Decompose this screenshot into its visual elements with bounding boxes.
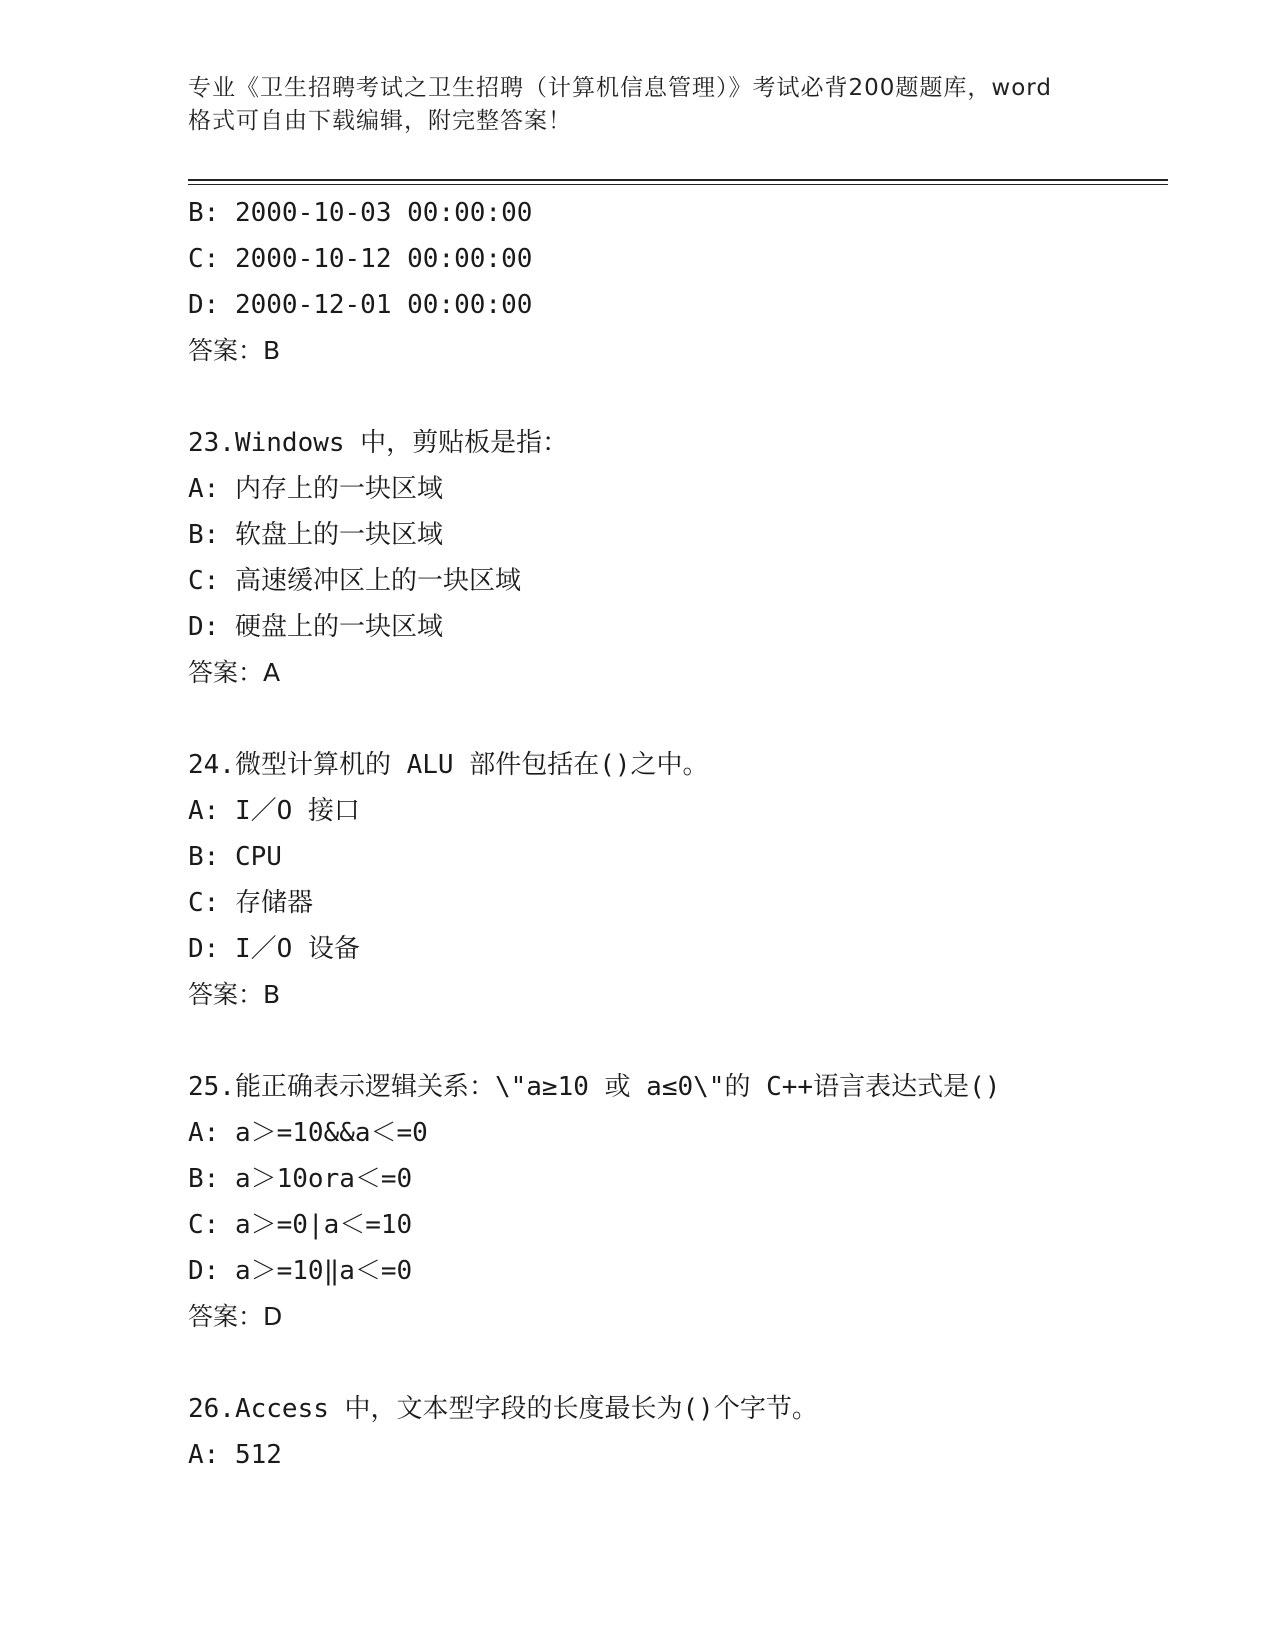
question-spacer <box>188 1340 1168 1386</box>
question-spacer <box>188 374 1168 420</box>
document-header <box>188 72 1088 138</box>
answer-line: 答案：D <box>188 1302 283 1331</box>
question-25 <box>188 1064 1168 1340</box>
header-divider-thin <box>188 184 1168 185</box>
answer-line: 答案：B <box>188 336 281 365</box>
question-stem: 24.微型计算机的 ALU 部件包括在()之中。 <box>188 750 709 780</box>
question-23 <box>188 420 1168 696</box>
header-divider-thick <box>188 179 1168 181</box>
option-a: A: a＞=10&&a＜=0 <box>188 1118 428 1148</box>
option-c: C: 存储器 <box>188 888 313 918</box>
answer-line: 答案：B <box>188 980 281 1009</box>
option-d: D: I／O 设备 <box>188 934 360 964</box>
option-b: B: a＞10ora＜=0 <box>188 1164 413 1194</box>
question-list <box>188 190 1168 1478</box>
option-c: C: a＞=0|a＜=10 <box>188 1210 413 1240</box>
question-stem: 23.Windows 中，剪贴板是指： <box>188 428 569 458</box>
option-b: B: CPU <box>188 842 282 872</box>
question-stem: 25.能正确表示逻辑关系：\"a≥10 或 a≤0\"的 C++语言表达式是() <box>188 1072 1001 1102</box>
option-b: B: 2000-10-03 00:00:00 <box>188 198 533 228</box>
option-c: C: 高速缓冲区上的一块区域 <box>188 566 521 596</box>
answer-line: 答案：A <box>188 658 281 687</box>
header-line-1: 专业《卫生招聘考试之卫生招聘（计算机信息管理）》考试必背200题题库，word <box>188 75 1052 101</box>
question-24 <box>188 742 1168 1018</box>
option-c: C: 2000-10-12 00:00:00 <box>188 244 533 274</box>
option-d: D: 硬盘上的一块区域 <box>188 612 443 642</box>
question-spacer <box>188 696 1168 742</box>
question-22-continued <box>188 190 1168 374</box>
option-b: B: 软盘上的一块区域 <box>188 520 443 550</box>
header-line-2: 格式可自由下载编辑，附完整答案！ <box>188 108 572 134</box>
option-a: A: 512 <box>188 1440 282 1470</box>
option-d: D: a＞=10‖a＜=0 <box>188 1256 413 1286</box>
question-stem: 26.Access 中，文本型字段的长度最长为()个字节。 <box>188 1394 818 1424</box>
option-a: A: I／O 接口 <box>188 796 360 826</box>
question-spacer <box>188 1018 1168 1064</box>
option-d: D: 2000-12-01 00:00:00 <box>188 290 533 320</box>
option-a: A: 内存上的一块区域 <box>188 474 443 504</box>
question-26 <box>188 1386 1168 1478</box>
